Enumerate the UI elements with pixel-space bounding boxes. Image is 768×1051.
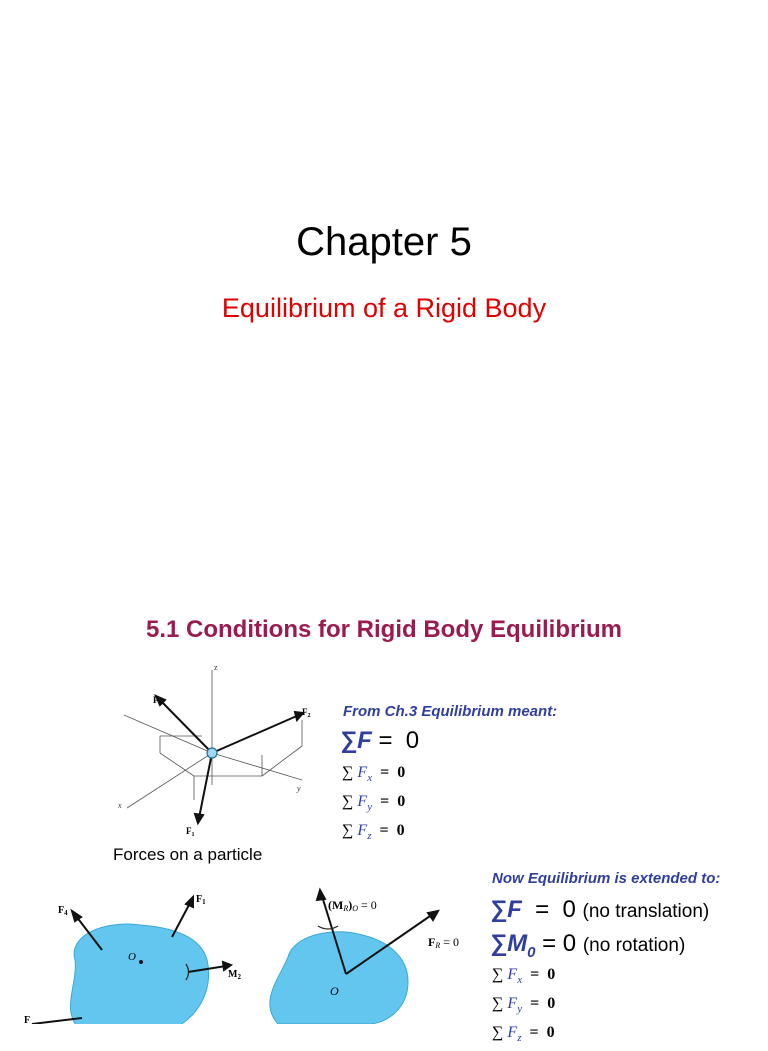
x-axis-line <box>127 753 212 808</box>
rigid-components <box>492 963 555 1051</box>
point-o-label: O <box>128 951 136 963</box>
rigid-fz-equation: ∑ $F_z = 0$ <box>492 1024 555 1045</box>
resultant-o-label: O <box>330 984 339 998</box>
f1-body-label: $F_1$ <box>196 894 206 906</box>
particle-caption: Forces on a particle <box>113 845 263 864</box>
resultant-diagram <box>258 882 483 1024</box>
f3-label: $F_3$ <box>153 695 162 707</box>
m2-label: $M_2$ <box>228 969 241 981</box>
force-zero-label: FR = 0 <box>428 935 460 950</box>
rigid-body-forces-diagram <box>20 880 260 1024</box>
chapter-title: Chapter 5 <box>296 220 472 264</box>
rigid-force-equation: ∑F = 0 (no translation) <box>490 896 710 923</box>
f4-label: $F_4$ <box>58 905 68 917</box>
force-f1-arrow <box>199 753 212 818</box>
f1-label: $F_1$ <box>186 826 195 838</box>
rigid-fx-equation: ∑ $F_x = 0$ <box>492 966 556 987</box>
x-axis-back <box>124 715 212 753</box>
particle-dot <box>207 748 217 758</box>
resultant-moment-curl-icon <box>318 926 338 929</box>
y-axis-label: y <box>297 784 301 793</box>
rigid-moment-equation: $\sum M_0 = 0$ (no rotation) <box>490 930 686 961</box>
particle-force-diagram <box>112 660 327 840</box>
point-o-dot <box>139 960 143 964</box>
particle-intro: From Ch.3 Equilibrium meant: <box>343 703 558 720</box>
z-axis-label: z <box>214 663 218 672</box>
force-f1-arrow-body <box>172 903 190 937</box>
x-axis-label: x <box>118 801 122 810</box>
f2-label: $F_2$ <box>302 707 311 719</box>
particle-main-equation: ∑F = 0 <box>340 727 420 754</box>
force-f3-arrow <box>159 699 212 753</box>
particle-fz-equation: ∑ $F_z = 0$ <box>342 822 405 843</box>
section-heading: 5.1 Conditions for Rigid Body Equilibrium <box>146 616 622 643</box>
moment-zero-label: (MR)O = 0 <box>328 898 377 913</box>
force-f2-arrow <box>212 715 299 753</box>
chapter-subtitle: Equilibrium of a Rigid Body <box>221 293 547 323</box>
f3-body-label: F <box>24 1015 31 1024</box>
particle-components <box>342 761 405 849</box>
particle-fx-equation: ∑ $F_x = 0$ <box>342 764 406 785</box>
rigid-intro: Now Equilibrium is extended to: <box>492 870 721 887</box>
particle-fy-equation: ∑ $F_y = 0$ <box>342 793 406 814</box>
rigid-fy-equation: ∑ $F_y = 0$ <box>492 995 556 1016</box>
